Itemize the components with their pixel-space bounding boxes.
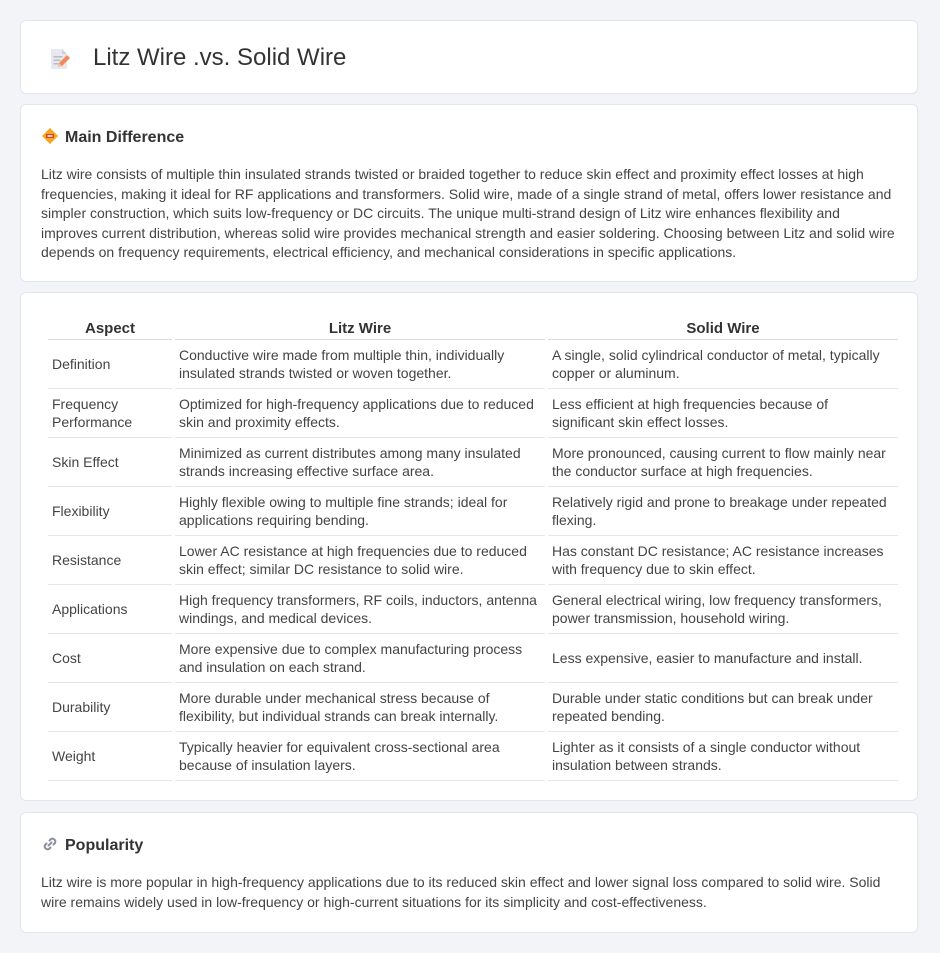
aspect-cell: Cost: [48, 634, 172, 683]
table-row: [48, 536, 898, 585]
litz-cell: Typically heavier for equivalent cross-sectional area because of insulation layers.: [175, 732, 545, 781]
page-title: Litz Wire .vs. Solid Wire: [93, 44, 347, 71]
aspect-cell: Weight: [48, 732, 172, 781]
litz-cell: Lower AC resistance at high frequencies due to reduced skin effect; similar DC resistance to solid wire.: [175, 536, 545, 585]
litz-cell: Optimized for high-frequency applications due to reduced skin and proximity effects.: [175, 389, 545, 438]
title-card: [20, 20, 918, 94]
litz-cell: Conductive wire made from multiple thin, individually insulated strands twisted or woven together.: [175, 340, 545, 389]
aspect-cell: Durability: [48, 683, 172, 732]
solid-cell: More pronounced, causing current to flow mainly near the conductor surface at high frequencies.: [548, 438, 898, 487]
comparison-card: [20, 292, 918, 801]
aspect-cell: Frequency Performance: [48, 389, 172, 438]
table-row: [48, 683, 898, 732]
header-solid-wire: Solid Wire: [548, 315, 898, 340]
popularity-card: [20, 812, 918, 933]
litz-cell: More durable under mechanical stress because of flexibility, but individual strands can break internally.: [175, 683, 545, 732]
table-header-row: [48, 315, 898, 340]
solid-cell: Less efficient at high frequencies because of significant skin effect losses.: [548, 389, 898, 438]
header-litz-wire: Litz Wire: [175, 315, 545, 340]
table-row: [48, 634, 898, 683]
main-difference-heading: [41, 127, 184, 148]
document-edit-icon: [47, 47, 71, 71]
solid-cell: Durable under static conditions but can break under repeated bending.: [548, 683, 898, 732]
solid-cell: Less expensive, easier to manufacture and install.: [548, 634, 898, 683]
main-difference-heading-text: Main Difference: [65, 129, 185, 146]
popularity-heading: [41, 835, 143, 856]
table-row: [48, 438, 898, 487]
aspect-cell: Definition: [48, 340, 172, 389]
aspect-cell: Applications: [48, 585, 172, 634]
litz-cell: More expensive due to complex manufacturing process and insulation on each strand.: [175, 634, 545, 683]
main-difference-card: [20, 104, 918, 282]
table-row: [48, 389, 898, 438]
solid-cell: A single, solid cylindrical conductor of metal, typically copper or aluminum.: [548, 340, 898, 389]
comparison-table: [45, 315, 901, 781]
litz-cell: Highly flexible owing to multiple fine strands; ideal for applications requiring bending.: [175, 487, 545, 536]
table-row: [48, 732, 898, 781]
solid-cell: Has constant DC resistance; AC resistance increases with frequency due to skin effect.: [548, 536, 898, 585]
link-icon: [41, 835, 59, 853]
diamond-warning-icon: [41, 127, 59, 145]
table-row: [48, 340, 898, 389]
table-row: [48, 585, 898, 634]
popularity-text: Litz wire is more popular in high-frequency applications due to its reduced skin effect and lower signal loss compared to solid wire. Solid wire remains widely used in low-frequency or high-current situations for its simplicity and cost-effectiveness.: [41, 874, 881, 910]
table-row: [48, 487, 898, 536]
main-difference-text: Litz wire consists of multiple thin insulated strands twisted or braided together to reduce skin effect and proximity effect losses at high frequencies, making it ideal for RF applications and transformers. Solid wire, made of a single strand of metal, offers lower resistance and simpler construction, which suits low-frequency or DC circuits. The unique multi-strand design of Litz wire enhances flexibility and improves current distribution, whereas solid wire provides mechanical strength and easier soldering. Choosing between Litz and solid wire depends on frequency requirements, electrical efficiency, and mechanical considerations in specific applications.: [41, 166, 895, 261]
litz-cell: Minimized as current distributes among many insulated strands increasing effective surface area.: [175, 438, 545, 487]
aspect-cell: Skin Effect: [48, 438, 172, 487]
litz-cell: High frequency transformers, RF coils, inductors, antenna windings, and medical devices.: [175, 585, 545, 634]
popularity-heading-text: Popularity: [65, 837, 144, 854]
solid-cell: General electrical wiring, low frequency transformers, power transmission, household wiring.: [548, 585, 898, 634]
aspect-cell: Flexibility: [48, 487, 172, 536]
solid-cell: Relatively rigid and prone to breakage under repeated flexing.: [548, 487, 898, 536]
header-aspect: Aspect: [48, 315, 172, 340]
solid-cell: Lighter as it consists of a single conductor without insulation between strands.: [548, 732, 898, 781]
aspect-cell: Resistance: [48, 536, 172, 585]
